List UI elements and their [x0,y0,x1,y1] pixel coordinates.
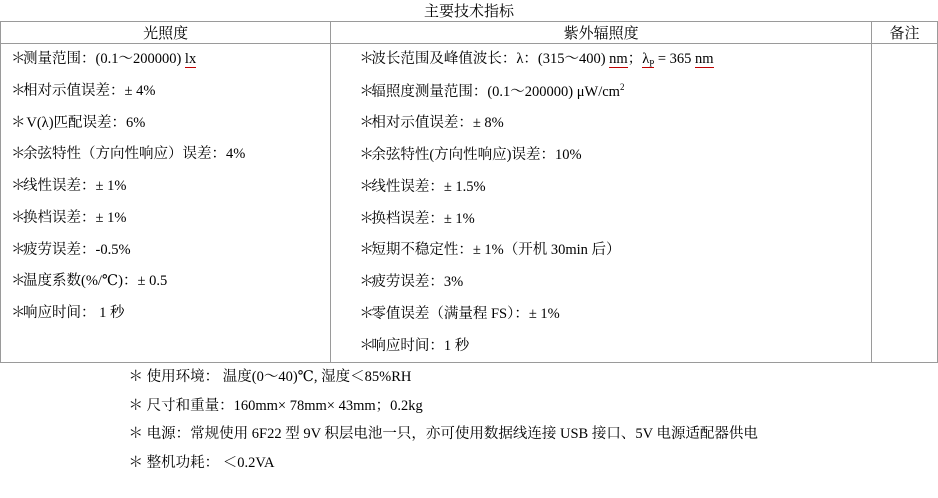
list-item: ＊辐照度测量范围：(0.1～200000) $\mu W/cm^2$ [331,76,871,109]
uv-spec-cell [331,44,872,363]
uv-spec-list [331,44,871,362]
bullet-star-icon: ＊ [11,114,26,131]
page-title: 主要技术指标 [1,0,938,22]
list-item: ＊余弦特性（方向性响应）误差：4% [1,139,330,171]
list-item: ＊零值误差（满量程 FS）：± 1% [331,299,871,331]
list-item: ＊换档误差：± 1% [1,203,330,235]
bullet-star-icon: ＊ [359,115,374,132]
unit-lx: lx [184,51,197,67]
illuminance-spec-list [1,44,330,330]
bullet-star-icon: ＊ [359,305,374,322]
table-title-row [1,0,938,22]
illuminance-spec-cell [1,44,331,363]
bullet-star-icon: ＊ [11,305,26,321]
column-header-uv: 紫外辐照度 [331,22,872,44]
list-item: ＊波长范围及峰值波长：λ：(315～400) nm；λP = 365 nm [331,44,871,76]
bullet-star-icon: ＊ [11,146,26,163]
list-item: ＊线性误差：± 1% [1,171,330,203]
list-item: ＊温度系数(%/℃)：± 0.5 [1,266,330,298]
list-item: ＊ 电源：常规使用 6F22 型 9V 积层电池一只，亦可使用数据线连接 USB 接口、5V 电源适配器供电 [128,426,758,443]
general-specs-list [1,363,938,477]
bullet-star-icon: ＊ [11,273,26,290]
unit-nm: nm [609,51,628,67]
list-item: ＊测量范围：(0.1～200000) lx [1,44,330,76]
list-item: ＊换档误差：± 1% [331,204,871,236]
table-footer-row [1,363,938,477]
bullet-star-icon: ＊ [11,209,26,226]
peak-wavelength-symbol: λP [642,51,655,69]
list-item: ＊相对示值误差：± 4% [1,76,330,108]
list-item: ＊ 尺寸和重量：160mm× 78mm× 43mm；0.2kg [128,397,423,414]
bullet-star-icon: ＊ [359,337,374,354]
bullet-star-icon: ＊ [359,51,374,67]
column-header-illuminance: 光照度 [1,22,331,44]
list-item: ＊疲劳误差：-0.5% [1,235,330,267]
list-item: ＊响应时间： 1 秒 [1,298,330,330]
column-header-note: 备注 [871,22,937,44]
bullet-star-icon: ＊ [359,147,374,164]
list-item: ＊相对示值误差：± 8% [331,108,871,140]
bullet-star-icon: ＊ [11,241,26,258]
unit-nm: nm [695,51,714,67]
bullet-star-icon: ＊ [11,178,26,194]
list-item: ＊余弦特性(方向性响应)误差：10% [331,140,871,172]
bullet-star-icon: ＊ [359,178,374,195]
list-item: ＊响应时间：1 秒 [331,331,871,363]
list-item: ＊ V(λ)匹配误差：6% [1,108,330,140]
list-item: ＊线性误差：± 1.5% [331,172,871,204]
bullet-star-icon: ＊ [359,83,374,100]
table-header-row [1,22,938,44]
bullet-star-icon: ＊ [11,51,26,67]
table-body-row [1,44,938,363]
list-item: ＊ 使用环境： 温度(0～40)℃, 湿度＜85%RH [128,369,412,386]
general-specs-cell [1,363,938,477]
bullet-star-icon: ＊ [11,82,26,99]
list-item: ＊疲劳误差：3% [331,267,871,299]
bullet-star-icon: ＊ [359,242,374,259]
list-item: ＊短期不稳定性：± 1%（开机 30min 后） [331,235,871,267]
bullet-star-icon: ＊ [359,274,374,291]
list-item: ＊ 整机功耗： ＜0.2VA [128,454,275,471]
bullet-star-icon: ＊ [359,210,374,227]
note-cell [871,44,937,363]
